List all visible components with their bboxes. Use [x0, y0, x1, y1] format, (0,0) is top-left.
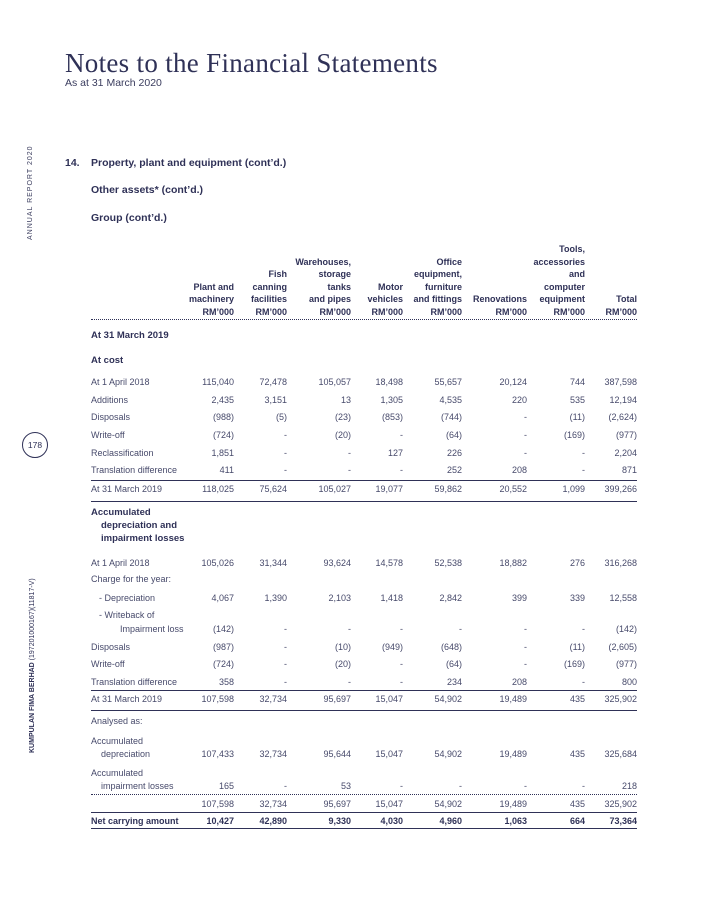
row-label: Disposals: [91, 412, 131, 422]
table-cell: 399: [511, 593, 527, 603]
column-header-line: equipment,: [413, 269, 462, 279]
column-header-line: RM’000: [553, 306, 585, 317]
table-cell: (64): [445, 659, 462, 669]
table-cell: 4,535: [439, 395, 462, 405]
table-cell: 339: [569, 593, 585, 603]
table-cell: 72,478: [259, 377, 287, 387]
column-header-line: Total: [616, 294, 637, 304]
table-cell: 32,734: [259, 799, 287, 809]
table-rule: [91, 690, 637, 691]
column-header-line: Tools,: [559, 244, 585, 254]
table-cell: 107,433: [201, 749, 234, 759]
table-cell: -: [524, 659, 527, 669]
table-cell: 95,697: [323, 799, 351, 809]
table-cell: 399,266: [604, 484, 637, 494]
table-cell: 4,960: [439, 816, 462, 826]
table-cell: 105,026: [201, 558, 234, 568]
column-header-line: Warehouses,: [295, 256, 351, 267]
column-header: [533, 243, 585, 318]
table-cell: 42,890: [259, 816, 287, 826]
table-rule: [91, 828, 637, 829]
column-header-line: and pipes: [308, 294, 351, 304]
table-cell: 54,902: [434, 749, 462, 759]
row-label: impairment losses: [101, 781, 174, 791]
table-cell: (23): [334, 412, 351, 422]
table-cell: 107,598: [201, 694, 234, 704]
table-cell: (20): [334, 430, 351, 440]
table-row: [91, 677, 637, 691]
table-cell: 93,624: [323, 558, 351, 568]
table-cell: 218: [621, 781, 637, 791]
table-cell: (987): [212, 642, 234, 652]
table-cell: -: [582, 465, 585, 475]
column-header-line: RM’000: [319, 306, 351, 317]
table-row: [91, 430, 637, 444]
side-company-name: KUMPULAN FIMA BERHAD: [29, 662, 36, 753]
table-cell: 95,697: [323, 694, 351, 704]
table-cell: 325,902: [604, 694, 637, 704]
column-header: [295, 256, 351, 319]
table-cell: 15,047: [375, 749, 403, 759]
table-row: [91, 412, 637, 426]
table-cell: -: [284, 781, 287, 791]
row-label: At 31 March 2019: [91, 694, 163, 704]
table-row: [91, 484, 637, 498]
page-number-badge: 178: [22, 432, 48, 458]
row-label-line: impairment losses: [101, 533, 185, 544]
row-label: [91, 506, 184, 545]
table-row: [91, 768, 637, 782]
table-cell: -: [400, 781, 403, 791]
column-header: [367, 281, 403, 319]
table-cell: 55,657: [434, 377, 462, 387]
column-header-line: RM’000: [202, 306, 234, 317]
row-label: Accumulated: [91, 736, 144, 746]
table-cell: 53: [340, 781, 351, 791]
table-cell: -: [582, 781, 585, 791]
table-cell: (142): [615, 624, 637, 634]
table-cell: -: [400, 677, 403, 687]
table-cell: 1,063: [504, 816, 527, 826]
table-cell: 325,684: [604, 749, 637, 759]
table-row: [91, 659, 637, 673]
column-header-line: equipment: [539, 294, 585, 304]
column-header-line: RM’000: [605, 306, 637, 317]
table-row: [91, 642, 637, 656]
table-cell: 2,204: [614, 448, 637, 458]
table-row: [91, 799, 637, 813]
table-cell: 59,862: [434, 484, 462, 494]
row-label: Translation difference: [91, 465, 178, 475]
table-row: [91, 736, 637, 750]
table-cell: 325,902: [604, 799, 637, 809]
table-cell: (169): [563, 659, 585, 669]
column-header-line: furniture: [425, 281, 462, 292]
table-cell: (169): [563, 430, 585, 440]
table-cell: 73,364: [609, 816, 637, 826]
table-row: [91, 395, 637, 409]
table-cell: 358: [218, 677, 234, 687]
side-company-label: [29, 578, 36, 753]
table-cell: (142): [212, 624, 234, 634]
table-cell: (648): [440, 642, 462, 652]
table-cell: 118,025: [202, 484, 234, 494]
table-cell: 13: [340, 395, 351, 405]
table-cell: -: [400, 624, 403, 634]
table-cell: 220: [511, 395, 527, 405]
side-annual-report-label: ANNUAL REPORT 2020: [27, 145, 34, 240]
column-header-line: facilities: [250, 294, 287, 304]
column-header-line: RM’000: [430, 306, 462, 317]
table-cell: 1,390: [264, 593, 287, 603]
table-cell: 276: [569, 558, 585, 568]
table-rule: [91, 812, 637, 813]
table-cell: -: [524, 412, 527, 422]
table-cell: (64): [445, 430, 462, 440]
row-label: At 1 April 2018: [91, 377, 150, 387]
table-cell: -: [582, 448, 585, 458]
row-label: At 1 April 2018: [91, 558, 150, 568]
row-label: depreciation: [101, 749, 151, 759]
row-label: Reclassification: [91, 448, 154, 458]
side-company-number: (197201000167)(11817-V): [29, 578, 36, 663]
table-cell: -: [524, 448, 527, 458]
table-cell: -: [284, 430, 287, 440]
table-cell: 18,498: [375, 377, 403, 387]
table-cell: 252: [446, 465, 462, 475]
table-cell: -: [284, 465, 287, 475]
table-cell: 14,578: [375, 558, 403, 568]
table-rule: [91, 710, 637, 711]
row-label: Accumulated: [91, 768, 144, 778]
table-cell: 411: [219, 465, 234, 475]
table-row: [91, 781, 637, 795]
table-row: [91, 506, 637, 544]
table-cell: 435: [569, 799, 585, 809]
table-cell: 12,194: [609, 395, 637, 405]
table-cell: -: [459, 624, 462, 634]
table-cell: 871: [621, 465, 637, 475]
table-cell: 32,734: [259, 694, 287, 704]
table-cell: 3,151: [264, 395, 287, 405]
column-header-line: RM’000: [255, 306, 287, 317]
page-title: Notes to the Financial Statements: [65, 48, 438, 78]
column-header: [414, 256, 463, 319]
column-header-line: Office: [436, 256, 462, 267]
table-cell: -: [284, 642, 287, 652]
table-cell: (11): [569, 412, 585, 422]
table-cell: (11): [569, 642, 585, 652]
table-cell: 18,882: [499, 558, 527, 568]
table-cell: 107,598: [201, 799, 234, 809]
table-cell: 52,538: [434, 558, 462, 568]
table-cell: 54,902: [434, 694, 462, 704]
column-header-line: Plant and: [193, 281, 234, 292]
section-title: Property, plant and equipment (cont’d.): [91, 157, 287, 169]
table-cell: 31,344: [259, 558, 287, 568]
column-header-line: RM’000: [495, 306, 527, 317]
table-cell: (744): [440, 412, 462, 422]
row-label: At 31 March 2019: [91, 330, 169, 341]
table-cell: 435: [569, 694, 585, 704]
table-row: [91, 716, 637, 730]
row-label: Translation difference: [91, 677, 178, 687]
column-header-line: RM’000: [371, 306, 403, 317]
column-header-line: vehicles: [367, 294, 403, 304]
table-cell: 2,842: [439, 593, 462, 603]
table-cell: -: [400, 659, 403, 669]
table-cell: (20): [334, 659, 351, 669]
column-header-line: Renovations: [472, 294, 527, 304]
table-cell: 19,489: [499, 799, 527, 809]
table-cell: -: [400, 430, 403, 440]
column-header-line: machinery: [188, 294, 234, 304]
subsection-other-assets: Other assets* (cont’d.): [91, 184, 204, 196]
row-label: Charge for the year:: [91, 574, 172, 584]
header-divider: [91, 319, 637, 320]
table-cell: 387,598: [604, 377, 637, 387]
table-cell: (724): [212, 659, 234, 669]
column-header-line: Motor: [378, 281, 403, 292]
row-label-line: depreciation and: [101, 520, 178, 531]
table-cell: -: [524, 624, 527, 634]
table-cell: (988): [212, 412, 234, 422]
table-row: [91, 574, 637, 588]
page-subtitle: As at 31 March 2020: [65, 77, 162, 89]
column-header-line: and: [568, 269, 585, 279]
column-header-line: storage: [318, 269, 351, 279]
table-cell: 105,057: [318, 377, 351, 387]
table-row: [91, 593, 637, 607]
table-cell: (853): [381, 412, 403, 422]
table-cell: 234: [446, 677, 462, 687]
table-cell: 105,027: [318, 484, 351, 494]
table-cell: 800: [621, 677, 637, 687]
table-cell: -: [524, 430, 527, 440]
table-cell: -: [348, 465, 351, 475]
table-cell: 115,040: [202, 377, 234, 387]
table-row: [91, 377, 637, 391]
column-header: [605, 293, 637, 318]
row-label-line: Accumulated: [91, 507, 151, 518]
table-cell: -: [459, 781, 462, 791]
column-header: [473, 293, 527, 318]
column-header-line: canning: [252, 281, 287, 292]
table-cell: 435: [569, 749, 585, 759]
table-cell: 9,330: [328, 816, 351, 826]
table-cell: 19,077: [375, 484, 403, 494]
table-cell: 15,047: [375, 799, 403, 809]
table-cell: 664: [569, 816, 585, 826]
table-cell: 165: [218, 781, 234, 791]
table-cell: (977): [615, 659, 637, 669]
table-row: [91, 610, 637, 624]
table-cell: (977): [615, 430, 637, 440]
table-cell: 2,435: [211, 395, 234, 405]
table-cell: 12,558: [609, 593, 637, 603]
table-cell: 1,418: [380, 593, 403, 603]
table-cell: -: [524, 642, 527, 652]
table-cell: (5): [276, 412, 287, 422]
column-header: [189, 281, 234, 319]
table-row: [91, 448, 637, 462]
table-cell: -: [524, 781, 527, 791]
table-cell: 10,427: [206, 816, 234, 826]
table-cell: (949): [381, 642, 403, 652]
column-header-line: computer: [543, 281, 585, 292]
table-row: [91, 465, 637, 479]
table-cell: 4,030: [380, 816, 403, 826]
table-cell: 75,624: [259, 484, 287, 494]
column-header-line: and fittings: [413, 294, 462, 304]
table-cell: 20,552: [499, 484, 527, 494]
table-cell: -: [348, 624, 351, 634]
table-rule: [91, 501, 637, 502]
table-cell: 19,489: [499, 694, 527, 704]
table-cell: 1,851: [211, 448, 234, 458]
table-row: [91, 330, 637, 344]
row-label: - Writeback of: [99, 610, 155, 620]
table-cell: 20,124: [499, 377, 527, 387]
table-cell: 535: [569, 395, 585, 405]
table-cell: 1,305: [380, 395, 403, 405]
column-header-line: Fish: [268, 269, 287, 279]
column-header: [251, 268, 287, 318]
table-cell: -: [284, 677, 287, 687]
section-number: 14.: [65, 157, 80, 169]
table-rule: [91, 794, 637, 795]
row-label: - Depreciation: [99, 593, 156, 603]
table-cell: -: [284, 659, 287, 669]
table-row: [91, 749, 637, 763]
table-cell: -: [400, 465, 403, 475]
subsection-group: Group (cont’d.): [91, 212, 167, 224]
table-rule: [91, 480, 637, 481]
table-cell: 226: [446, 448, 462, 458]
table-cell: 32,734: [259, 749, 287, 759]
table-cell: -: [348, 677, 351, 687]
row-label: Write-off: [91, 659, 125, 669]
table-cell: (724): [212, 430, 234, 440]
row-label: Analysed as:: [91, 716, 143, 726]
table-cell: 208: [511, 465, 527, 475]
table-cell: 15,047: [375, 694, 403, 704]
column-header-line: accessories: [533, 256, 585, 267]
table-cell: -: [284, 624, 287, 634]
table-cell: 744: [569, 377, 585, 387]
table-cell: 19,489: [499, 749, 527, 759]
table-cell: 4,067: [211, 593, 234, 603]
table-cell: 54,902: [434, 799, 462, 809]
table-cell: 208: [511, 677, 527, 687]
table-cell: 316,268: [604, 558, 637, 568]
row-label: Impairment loss: [120, 624, 184, 634]
table-cell: -: [582, 624, 585, 634]
row-label: Write-off: [91, 430, 125, 440]
row-label: Disposals: [91, 642, 131, 652]
table-cell: (2,624): [608, 412, 637, 422]
table-row: [91, 624, 637, 638]
row-label: Net carrying amount: [91, 816, 179, 826]
row-label: At 31 March 2019: [91, 484, 163, 494]
table-row: [91, 694, 637, 708]
table-cell: -: [582, 677, 585, 687]
table-cell: (10): [334, 642, 351, 652]
table-cell: -: [348, 448, 351, 458]
table-cell: (2,605): [608, 642, 637, 652]
row-label: At cost: [91, 355, 124, 366]
column-header-line: tanks: [327, 281, 351, 292]
row-label: Additions: [91, 395, 129, 405]
table-cell: -: [284, 448, 287, 458]
table-cell: 2,103: [328, 593, 351, 603]
table-cell: 1,099: [562, 484, 585, 494]
table-cell: 127: [387, 448, 403, 458]
table-cell: 95,644: [323, 749, 351, 759]
table-row: [91, 558, 637, 572]
table-row: [91, 355, 637, 369]
